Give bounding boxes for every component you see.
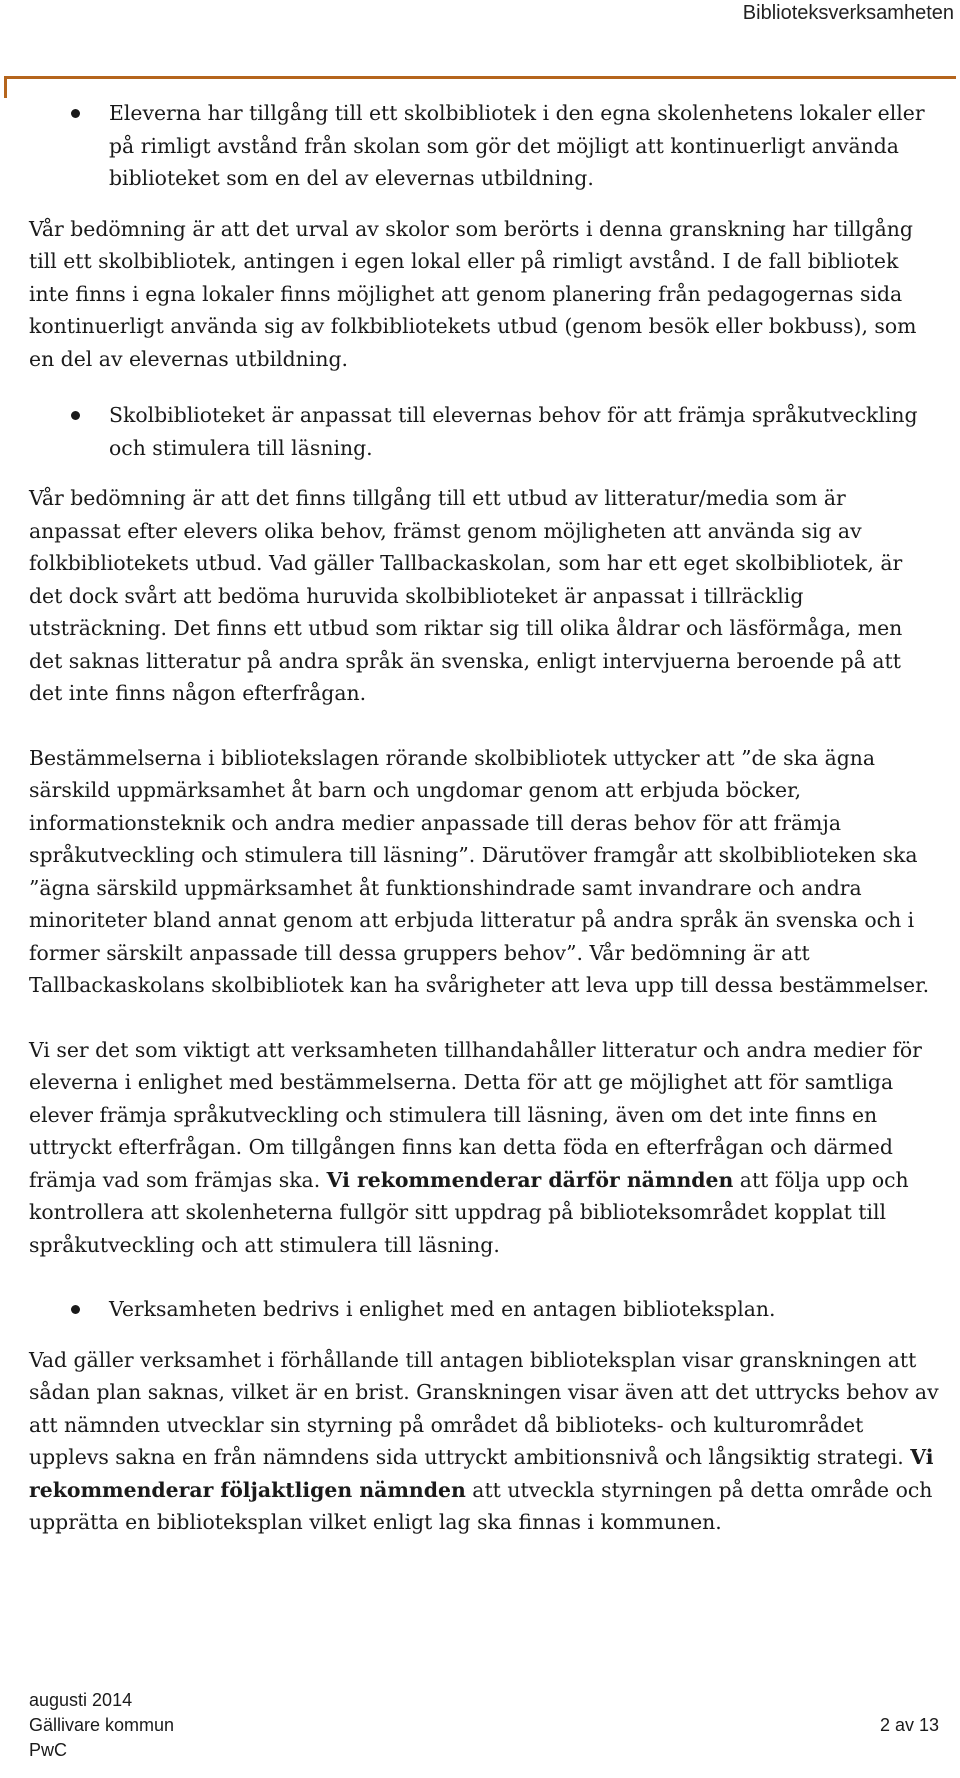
paragraph-with-recommendation <box>29 1034 939 1262</box>
footer-page-number: 2 av 13 <box>879 1715 939 1735</box>
bullet-dot-icon <box>71 109 80 118</box>
paragraph: Vår bedömning är att det finns tillgång till ett utbud av litteratur/media som är anpassat efter elevers olika behov, främst genom möjligheten att använda sig av folkbibliotekets utbud. Vad gäller Tallbackaskolan, som har ett eget skolbibliotek, är det dock svårt att bedöma huruvida skolbiblioteket är anpassat i tillräcklig utsträckning. Det finns ett utbud som riktar sig till olika åldrar och läsförmåga, men det saknas litteratur på andra språk än svenska, enligt intervjuerna beroende på att det inte finns någon efterfrågan. <box>29 486 903 705</box>
bullet-item <box>29 97 939 195</box>
footer-date: augusti 2014 <box>29 1690 133 1710</box>
bullet-text: Verksamheten bedrivs i enlighet med en antagen biblioteksplan. <box>109 1297 776 1321</box>
bullet-text: Skolbiblioteket är anpassat till elevernas behov för att främja språkutveckling och stimulera till läsning. <box>109 403 918 460</box>
recommendation-bold-text: Vi rekommenderar följaktligen nämnden <box>29 1445 934 1502</box>
document-body <box>29 97 939 1539</box>
paragraph: Vår bedömning är att det urval av skolor som berörts i denna granskning har tillgång till ett skolbibliotek, antingen i egen lokal eller på rimligt avstånd. I de fall bibliotek inte finns i egna lokaler finns möjlighet att genom planering från pedagogernas sida kontinuerligt använda sig av folkbibliotekets utbud (genom besök eller bokbuss), som en del av elevernas utbildning. <box>29 216 917 371</box>
paragraph: Bestämmelserna i bibliotekslagen rörande skolbibliotek uttycker att ”de ska ägna särskild uppmärksamhet åt barn och ungdomar genom att erbjuda böcker, informationsteknik och andra medier anpassade till deras behov för att främja språkutveckling och stimulera till läsning”. Därutöver framgår att skolbiblioteken ska ”ägna särskild uppmärksamhet åt funktionshindrade samt invandrare och andra minoriteter bland annat genom att erbjuda litteratur på andra språk än svenska och i former särskilt anpassade till dessa gruppers behov”. Vår bedömning är att Tallbackaskolans skolbibliotek kan ha svårigheter att leva upp till dessa bestämmelser. <box>29 745 930 997</box>
bullet-dot-icon <box>71 411 80 420</box>
footer-company: PwC <box>29 1740 68 1760</box>
bullet-item <box>29 399 939 464</box>
bullet-dot-icon <box>71 1305 80 1314</box>
footer-municipality: Gällivare kommun <box>29 1715 175 1735</box>
paragraph-text: att utveckla styrningen på detta område och upprätta en biblioteksplan vilket enligt lag ska finnas i kommunen. <box>29 1477 933 1534</box>
recommendation-bold-text: Vi rekommenderar därför nämnden <box>326 1167 734 1192</box>
header-rule-tick <box>4 76 7 98</box>
paragraph-text: Vi ser det som viktigt att verksamheten tillhandahåller litteratur och andra medier för eleverna i enlighet med bestämmelserna. Detta för att ge möjlighet att för samtliga elever främja språkutveckling och stimulera till läsning, även om det inte finns en uttryckt efterfrågan. Om tillgången finns kan detta föda en efterfrågan och därmed främja vad som främjas ska. <box>29 1037 922 1192</box>
bullet-text: Eleverna har tillgång till ett skolbibliotek i den egna skolenhetens lokaler eller på rimligt avstånd från skolan som gör det möjligt att kontinuerligt använda biblioteket som en del av elevernas utbildning. <box>109 101 925 190</box>
bullet-item <box>29 1293 939 1326</box>
running-header-title: Biblioteksverksamheten <box>742 2 954 24</box>
paragraph-text: Vad gäller verksamhet i förhållande till antagen biblioteksplan visar granskningen att sådan plan saknas, vilket är en brist. Granskningen visar även att det uttrycks behov av att nämnden utvecklar sin styrning på området då biblioteks- och kulturområdet upplevs sakna en från nämndens sida uttryckt ambitionsnivå och långsiktig strategi. <box>29 1347 939 1469</box>
paragraph-with-recommendation <box>29 1344 939 1539</box>
page-footer <box>29 1690 939 1778</box>
paragraph-text: att följa upp och kontrollera att skolenheterna fullgör sitt uppdrag på biblioteksområdet kopplat till språkutveckling och att stimulera till läsning. <box>29 1167 909 1257</box>
header-rule <box>4 76 956 79</box>
